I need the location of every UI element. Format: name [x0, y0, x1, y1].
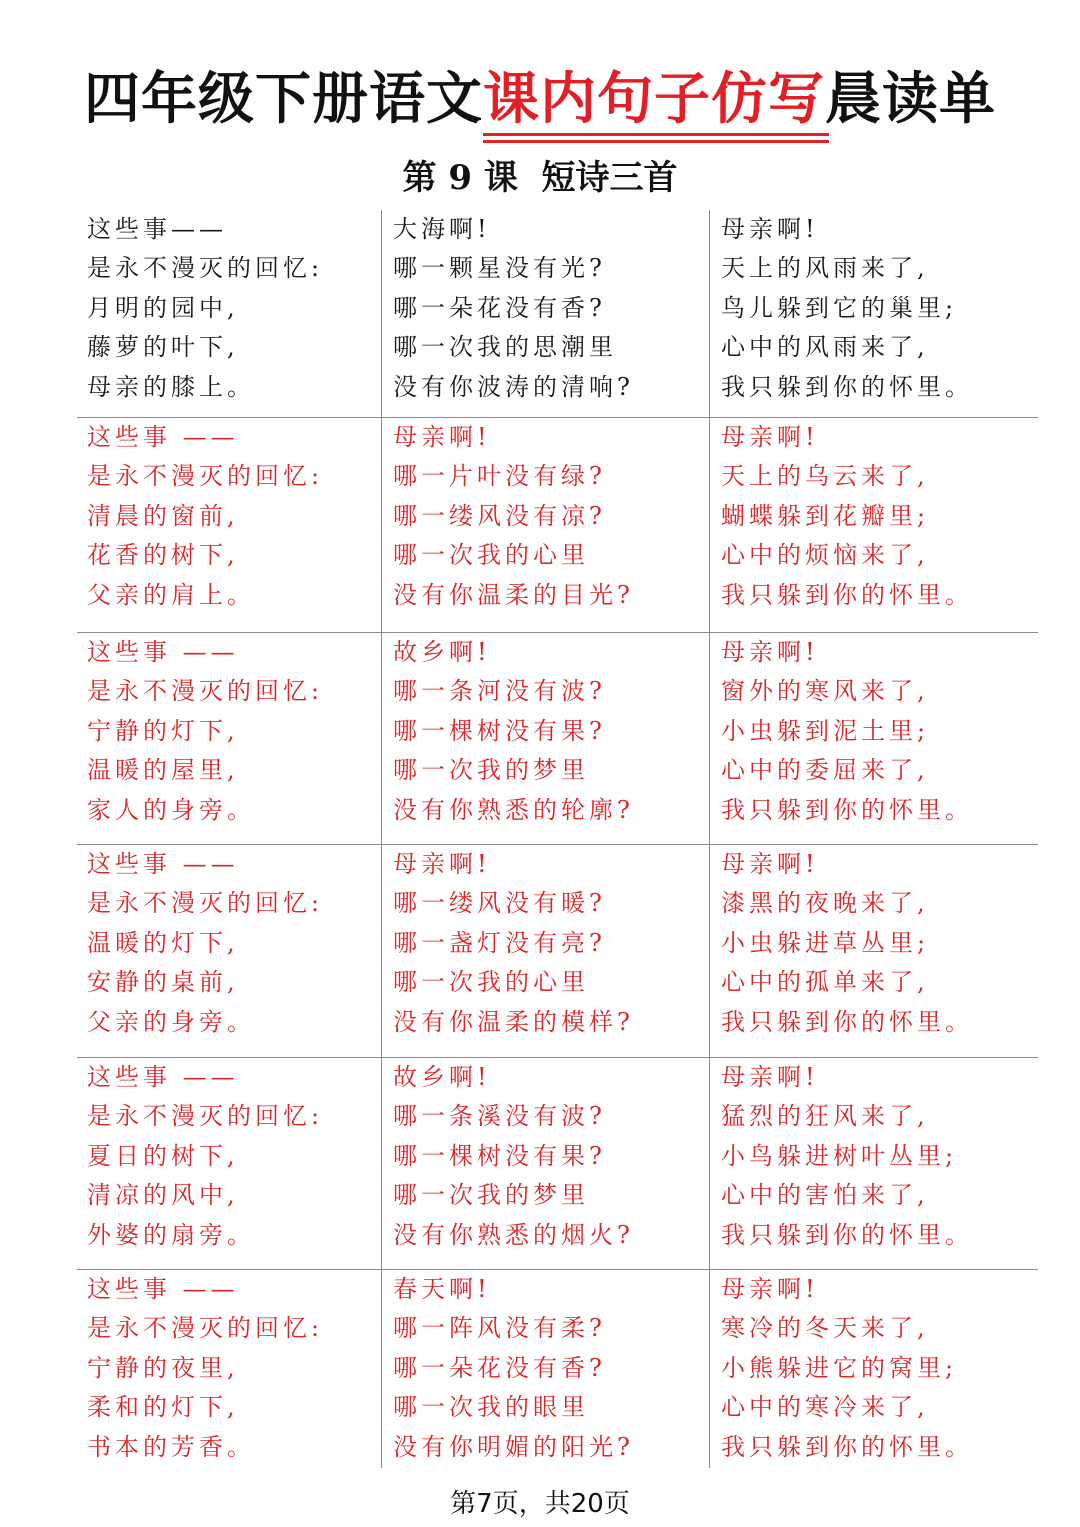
poem-line: 这些事——: [87, 215, 227, 243]
poem-line: 哪一条溪没有波?: [393, 1102, 606, 1131]
poem-line: 外婆的扇旁。: [87, 1220, 255, 1249]
title-suffix: 晨读单: [825, 67, 996, 132]
poem-line: 小熊躲进它的窝里;: [721, 1353, 958, 1382]
poem-line: 猛烈的狂风来了,: [721, 1102, 929, 1131]
poem-stanza: [87, 845, 323, 1042]
poem-line: 心中的孤单来了,: [721, 968, 929, 997]
poem-line: 小虫躲进草丛里;: [721, 928, 930, 957]
table-row: [77, 210, 1038, 418]
poem-line: 哪一次我的心里: [393, 968, 589, 997]
table-row: [77, 633, 1038, 845]
poem-line: 没有你熟悉的烟火?: [393, 1220, 634, 1249]
poem-line: 母亲啊!: [721, 423, 819, 451]
poem-line: 是永不漫灭的回忆:: [87, 462, 324, 491]
poem-line: 哪一次我的眼里: [393, 1393, 589, 1422]
poem-line: 父亲的身旁。: [87, 1007, 255, 1036]
title-highlight-text: 课内句子仿写: [483, 67, 825, 132]
table-row: [77, 418, 1038, 633]
poem-line: 我只躲到你的怀里。: [721, 372, 973, 401]
poem-line: 哪一颗星没有光?: [393, 254, 606, 283]
poem-line: 清晨的窗前,: [87, 501, 239, 530]
poem-line: 花香的树下,: [87, 541, 239, 570]
lesson-subtitle: 第 9 课 短诗三首: [402, 158, 678, 198]
poem-stanza: [87, 1270, 323, 1467]
poem-line: 哪一缕风没有暖?: [393, 889, 606, 918]
poem-stanza: [721, 1270, 973, 1467]
poem-line: 温暖的屋里,: [87, 756, 239, 785]
poem-line: 母亲啊!: [721, 215, 819, 243]
poem-line: 家人的身旁。: [87, 795, 255, 824]
poem-stanza: [393, 418, 634, 615]
poem-line: 哪一朵花没有香?: [393, 1353, 606, 1382]
poem-table: [77, 210, 1038, 1468]
poem-line: 父亲的肩上。: [87, 580, 255, 609]
poem-line: 小虫躲到泥土里;: [721, 716, 930, 745]
poem-line: 没有你波涛的清响?: [393, 372, 634, 401]
poem-line: 漆黑的夜晚来了,: [721, 889, 929, 918]
poem-line: 哪一条河没有波?: [393, 677, 606, 706]
poem-line: 哪一棵树没有果?: [393, 716, 606, 745]
poem-line: 母亲的膝上。: [87, 372, 255, 401]
poem-line: 哪一阵风没有柔?: [393, 1314, 606, 1343]
poem-line: 是永不漫灭的回忆:: [87, 677, 324, 706]
poem-line: 柔和的灯下,: [87, 1393, 239, 1422]
poem-line: 没有你温柔的模样?: [393, 1007, 634, 1036]
table-row: [77, 1270, 1038, 1467]
poem-line: 哪一次我的梦里: [393, 756, 589, 785]
poem-line: 这些事 ——: [87, 423, 239, 451]
poem-line: 母亲啊!: [721, 1063, 819, 1091]
poem-line: 宁静的夜里,: [87, 1353, 239, 1382]
poem-line: 书本的芳香。: [87, 1432, 255, 1461]
poem-stanza: [87, 210, 323, 407]
title-prefix: 四年级下册语文: [84, 67, 483, 132]
poem-line: 我只躲到你的怀里。: [721, 1007, 973, 1036]
poem-line: 这些事 ——: [87, 1063, 239, 1091]
poem-line: 没有你明媚的阳光?: [393, 1432, 634, 1461]
page-title: [0, 58, 1080, 142]
poem-line: 母亲啊!: [393, 423, 491, 451]
poem-line: 哪一次我的梦里: [393, 1181, 589, 1210]
poem-stanza: [393, 633, 634, 830]
poem-line: 没有你温柔的目光?: [393, 580, 634, 609]
poem-line: 故乡啊!: [393, 638, 491, 666]
poem-line: 夏日的树下,: [87, 1141, 239, 1170]
poem-stanza: [87, 418, 323, 615]
poem-line: 这些事 ——: [87, 638, 239, 666]
poem-stanza: [393, 1058, 634, 1255]
poem-line: 月明的园中,: [87, 293, 239, 322]
poem-stanza: [721, 210, 973, 407]
poem-line: 鸟儿躲到它的巢里;: [721, 293, 958, 322]
poem-line: 我只躲到你的怀里。: [721, 1432, 973, 1461]
poem-stanza: [721, 845, 973, 1042]
title-highlight: [483, 58, 825, 142]
poem-stanza: [87, 1058, 323, 1255]
poem-line: 寒冷的冬天来了,: [721, 1314, 929, 1343]
poem-stanza: [721, 633, 973, 830]
poem-line: 蝴蝶躲到花瓣里;: [721, 501, 930, 530]
poem-line: 是永不漫灭的回忆:: [87, 254, 324, 283]
table-row: [77, 845, 1038, 1058]
poem-line: 哪一次我的心里: [393, 541, 589, 570]
poem-line: 窗外的寒风来了,: [721, 677, 929, 706]
poem-line: 春天啊!: [393, 1275, 491, 1303]
poem-line: 这些事 ——: [87, 850, 239, 878]
poem-line: 天上的乌云来了,: [721, 462, 929, 491]
poem-line: 安静的桌前,: [87, 968, 239, 997]
poem-line: 哪一棵树没有果?: [393, 1141, 606, 1170]
poem-stanza: [393, 845, 634, 1042]
poem-line: 哪一盏灯没有亮?: [393, 928, 606, 957]
title-underline: [483, 133, 829, 136]
poem-line: 心中的风雨来了,: [721, 333, 929, 362]
poem-line: 我只躲到你的怀里。: [721, 1220, 973, 1249]
poem-line: 大海啊!: [393, 215, 491, 243]
title-underline: [483, 140, 829, 143]
poem-line: 是永不漫灭的回忆:: [87, 889, 324, 918]
poem-line: 心中的烦恼来了,: [721, 541, 929, 570]
poem-line: 天上的风雨来了,: [721, 254, 929, 283]
poem-line: 心中的委屈来了,: [721, 756, 929, 785]
poem-line: 哪一朵花没有香?: [393, 293, 606, 322]
poem-line: 心中的害怕来了,: [721, 1181, 929, 1210]
poem-line: 哪一缕风没有凉?: [393, 501, 606, 530]
poem-line: 母亲啊!: [721, 638, 819, 666]
poem-line: 我只躲到你的怀里。: [721, 795, 973, 824]
poem-line: 哪一次我的思潮里: [393, 333, 617, 362]
poem-line: 我只躲到你的怀里。: [721, 580, 973, 609]
poem-line: 哪一片叶没有绿?: [393, 462, 606, 491]
poem-line: 宁静的灯下,: [87, 716, 239, 745]
poem-stanza: [721, 1058, 973, 1255]
poem-stanza: [87, 633, 323, 830]
poem-line: 是永不漫灭的回忆:: [87, 1102, 324, 1131]
poem-stanza: [721, 418, 973, 615]
poem-line: 故乡啊!: [393, 1063, 491, 1091]
poem-line: 母亲啊!: [721, 1275, 819, 1303]
poem-line: 母亲啊!: [393, 850, 491, 878]
poem-line: 清凉的风中,: [87, 1181, 239, 1210]
poem-line: 母亲啊!: [721, 850, 819, 878]
page-number: 第7页，共20页: [450, 1489, 630, 1519]
poem-line: 是永不漫灭的回忆:: [87, 1314, 324, 1343]
poem-line: 藤萝的叶下,: [87, 333, 239, 362]
poem-line: 小鸟躲进树叶丛里;: [721, 1141, 958, 1170]
poem-line: 没有你熟悉的轮廓?: [393, 795, 634, 824]
poem-line: 这些事 ——: [87, 1275, 239, 1303]
poem-stanza: [393, 1270, 634, 1467]
poem-line: 温暖的灯下,: [87, 928, 239, 957]
poem-stanza: [393, 210, 634, 407]
poem-line: 心中的寒冷来了,: [721, 1393, 929, 1422]
table-row: [77, 1058, 1038, 1270]
